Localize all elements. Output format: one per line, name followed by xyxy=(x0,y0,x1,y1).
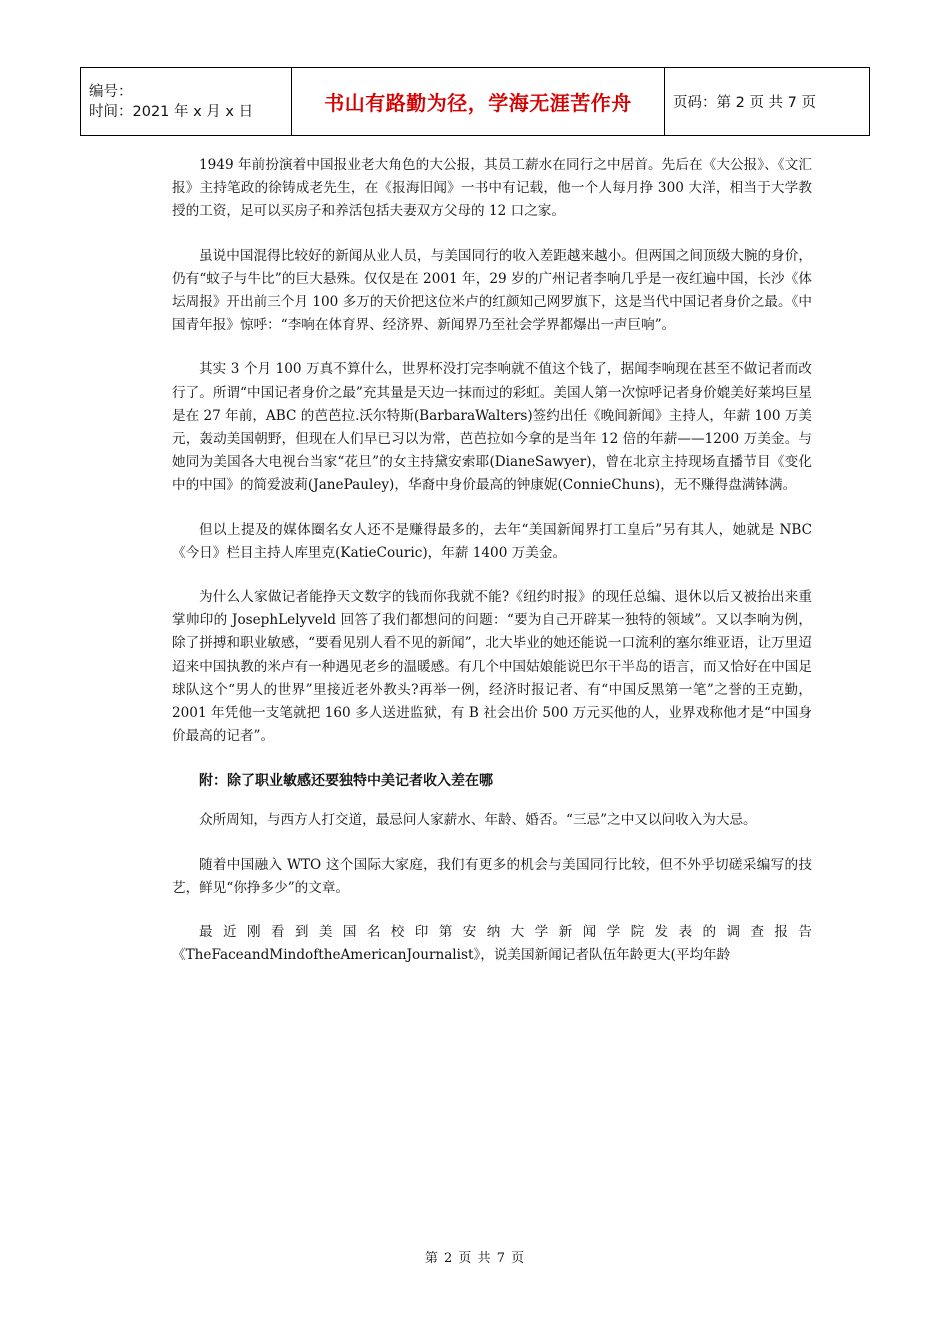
paragraph: 虽说中国混得比较好的新闻从业人员，与美国同行的收入差距越来越小。但两国之间顶级大腕的身价，仍有“蚊子与牛比”的巨大悬殊。仅仅是在 2001 年，29 岁的广州记者李响几乎是一夜红遍中国，长沙《体坛周报》开出前三个月 100 多万的天价把这位米卢的红颜知己网罗旗下，这是当代中国记者身价之最。《中国青年报》惊呼：“李响在体育界、经济界、新闻界乃至社会学界都爆出一声巨响”。 xyxy=(172,247,812,334)
header-motto: 书山有路勤为径，学海无涯苦作舟 xyxy=(292,68,665,136)
paragraph: 其实 3 个月 100 万真不算什么，世界杯没打完李响就不值这个钱了，据闻李响现在甚至不做记者而改行了。所谓“中国记者身价之最”充其量是天边一抹而过的彩虹。美国人第一次惊呼记者身价媲美好莱坞巨星是在 27 年前，ABC 的芭芭拉.沃尔特斯(BarbaraWalters)签约出任《晚间新闻》主持人，年薪 100 万美元，轰动美国朝野，但现在人们早已习以为常，芭芭拉如今拿的是当年 12 倍的年薪——1200 万美金。与她同为美国各大电视台当家“花旦”的女主持黛安索耶(DianeSawyer)，曾在北京主持现场直播节目《变化中的中国》的简爱波莉(JanePauley)，华裔中身价最高的钟康妮(ConnieChuns)，无不赚得盘满钵满。 xyxy=(172,361,812,494)
page-footer: 第 2 页 共 7 页 xyxy=(424,1251,526,1266)
page-header xyxy=(80,67,870,136)
paragraph: 众所周知，与西方人打交道，最忌问人家薪水、年龄、婚否。“三忌”之中又以问收入为大忌。 xyxy=(199,812,757,829)
paragraph: 但以上提及的媒体圈名女人还不是赚得最多的，去年“美国新闻界打工皇后”另有其人，她就是 NBC《今日》栏目主持人库里克(KatieCouric)，年薪 1400 万美金。 xyxy=(172,521,812,561)
document-date: 时间：2021 年 x 月 x 日 xyxy=(89,103,254,120)
header-meta-cell xyxy=(81,68,292,136)
paragraph: 最近刚看到美国名校印第安纳大学新闻学院发表的调查报告《TheFaceandMindoftheAmericanJournalist》，说美国新闻记者队伍年龄更大(平均年龄 xyxy=(172,924,812,964)
header-page-info: 页码：第 2 页 共 7 页 xyxy=(665,68,870,136)
document-number: 编号： xyxy=(89,83,133,100)
paragraph: 为什么人家做记者能挣天文数字的钱而你我就不能?《纽约时报》的现任总编、退休以后又被抬出来重掌帅印的 JosephLelyveld 回答了我们都想问的问题：“要为自己开辟某一独特的领域”。又以李响为例，除了拼搏和职业敏感，“要看见别人看不见的新闻”，北大毕业的她还能说一口流利的塞尔维亚语，让万里迢迢来中国执教的米卢有一种遇见老乡的温暖感。有几个中国姑娘能说巴尔干半岛的语言，而又恰好在中国足球队这个“男人的世界”里接近老外教头?再举一例，经济时报记者、有“中国反黑第一笔”之誉的王克勤，2001 年凭他一支笔就把 160 多人送进监狱，有 B 社会出价 500 万元买他的人，业界戏称他才是“中国身价最高的记者”。 xyxy=(172,589,812,745)
section-heading: 附：除了职业敏感还要独特中美记者收入差在哪 xyxy=(199,773,493,790)
paragraph: 1949 年前扮演着中国报业老大角色的大公报，其员工薪水在同行之中居首。先后在《大公报》、《文汇报》主持笔政的徐铸成老先生，在《报海旧闻》一书中有记载，他一个人每月挣 300 大洋，相当于大学教授的工资，足可以买房子和养活包括夫妻双方父母的 12 口之家。 xyxy=(172,157,812,220)
article-body xyxy=(172,154,812,988)
paragraph: 随着中国融入 WTO 这个国际大家庭，我们有更多的机会与美国同行比较，但不外乎切磋采编写的技艺，鲜见“你挣多少”的文章。 xyxy=(172,856,812,896)
